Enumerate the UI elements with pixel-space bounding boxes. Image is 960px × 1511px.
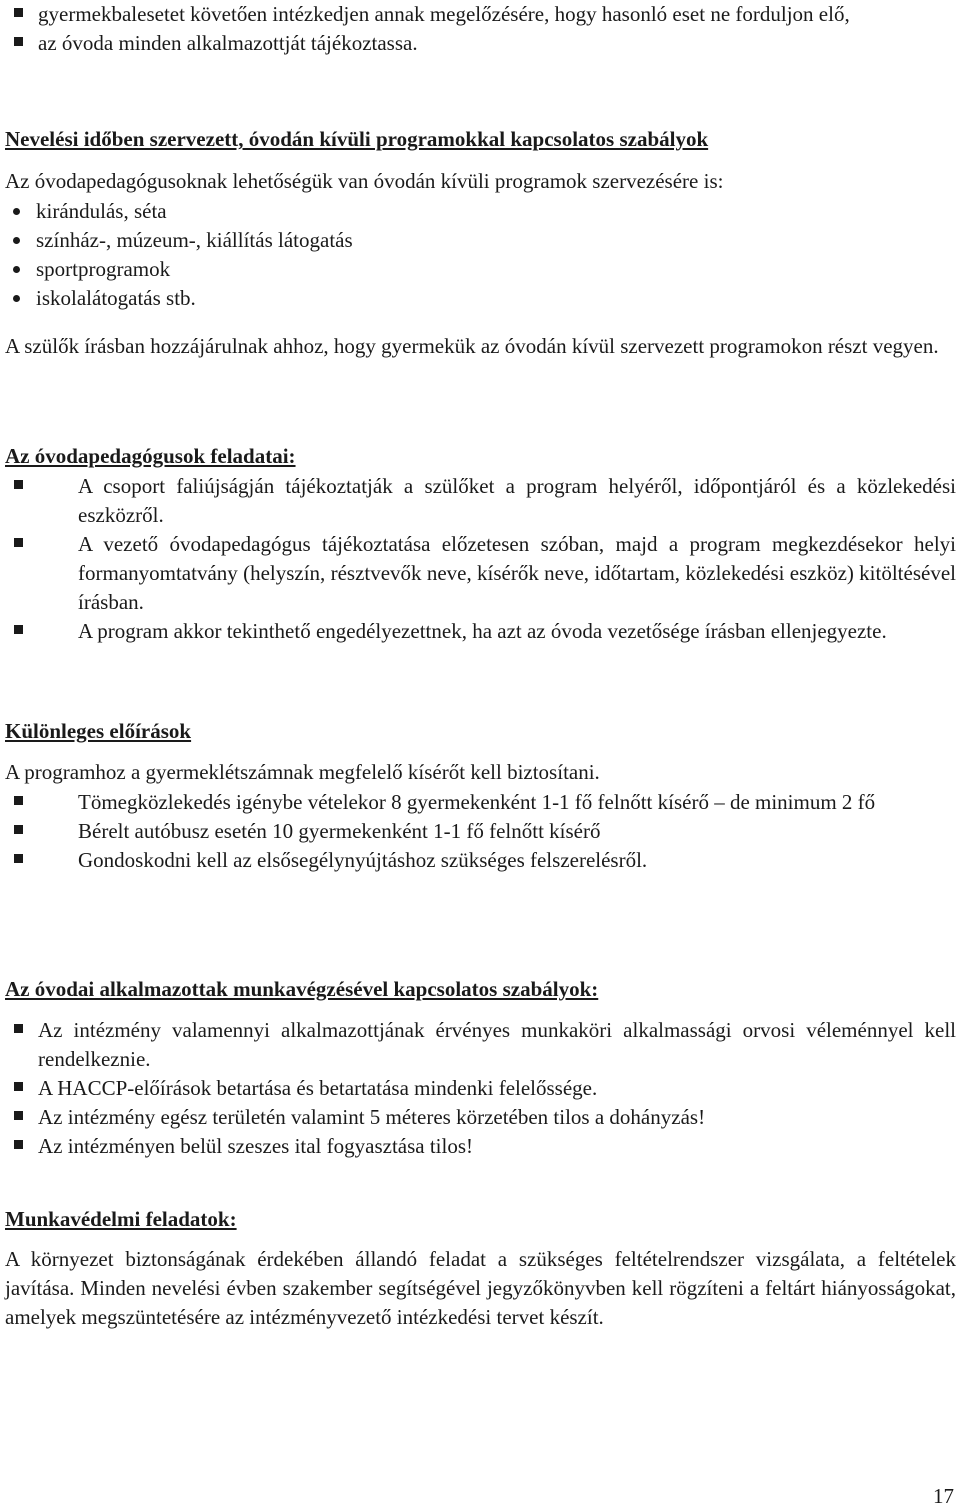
list-item: A csoport faliújságján tájékoztatják a szülőket a program helyéről, időpontjáról és a közlekedési eszközről.	[5, 472, 956, 530]
list-item: Az intézményen belül szeszes ital fogyasztása tilos!	[5, 1132, 956, 1161]
list-item: gyermekbalesetet követően intézkedjen annak megelőzésére, hogy hasonló eset ne forduljon elő,	[5, 0, 956, 29]
list-item: Bérelt autóbusz esetén 10 gyermekenként 1-1 fő felnőtt kísérő	[5, 817, 956, 846]
special-intro: A programhoz a gyermeklétszámnak megfelelő kísérőt kell biztosítani.	[5, 760, 600, 784]
teacher-duties-heading: Az óvodapedagógusok feladatai:	[5, 444, 296, 468]
list-item: A HACCP-előírások betartása és betartatása mindenki felelőssége.	[5, 1074, 956, 1103]
special-list	[5, 788, 956, 875]
programs-intro: Az óvodapedagógusoknak lehetőségük van óvodán kívüli programok szervezésére is:	[5, 169, 724, 193]
programs-consent: A szülők írásban hozzájárulnak ahhoz, hogy gyermekük az óvodán kívül szervezett programokon részt vegyen.	[5, 334, 939, 358]
list-item: az óvoda minden alkalmazottját tájékoztassa.	[5, 29, 956, 58]
safety-heading: Munkavédelmi feladatok:	[5, 1207, 237, 1231]
staff-rules-list	[5, 1016, 956, 1161]
staff-rules-heading: Az óvodai alkalmazottak munkavégzésével kapcsolatos szabályok:	[5, 977, 599, 1001]
list-item: színház-, múzeum-, kiállítás látogatás	[5, 226, 956, 255]
special-heading: Különleges előírások	[5, 719, 192, 743]
list-item: iskolalátogatás stb.	[5, 284, 956, 313]
list-item: Az intézmény egész területén valamint 5 méteres körzetében tilos a dohányzás!	[5, 1103, 956, 1132]
list-item: A program akkor tekinthető engedélyezettnek, ha azt az óvoda vezetősége írásban ellenjegyezte.	[5, 617, 956, 646]
programs-list	[5, 197, 956, 313]
list-item: Az intézmény valamennyi alkalmazottjának érvényes munkaköri alkalmassági orvosi véleménnyel kell rendelkeznie.	[5, 1016, 956, 1074]
list-item: A vezető óvodapedagógus tájékoztatása előzetesen szóban, majd a program megkezdésekor helyi formanyomtatvány (helyszín, résztvevők neve, kísérők neve, időtartam, közlekedési eszköz) kitöltésével írásban.	[5, 530, 956, 617]
list-item: Tömegközlekedés igénybe vételekor 8 gyermekenként 1-1 fő felnőtt kísérő – de minimum 2 fő	[5, 788, 956, 817]
list-item: Gondoskodni kell az elsősegélynyújtáshoz szükséges felszerelésről.	[5, 846, 956, 875]
teacher-duties-list	[5, 472, 956, 646]
safety-text: A környezet biztonságának érdekében állandó feladat a szükséges feltételrendszer vizsgálata, a feltételek javítása. Minden nevelési évben szakember segítségével jegyzőkönyvben kell rögzíteni a feltárt hiányosságokat, amelyek megszüntetésére az intézményvezető intézkedési tervet készít.	[5, 1247, 956, 1329]
list-item: kirándulás, séta	[5, 197, 956, 226]
programs-heading: Nevelési időben szervezett, óvodán kívüli programokkal kapcsolatos szabályok	[5, 127, 709, 151]
page-number: 17	[933, 1484, 954, 1508]
list-item: sportprogramok	[5, 255, 956, 284]
top-list	[5, 0, 956, 58]
